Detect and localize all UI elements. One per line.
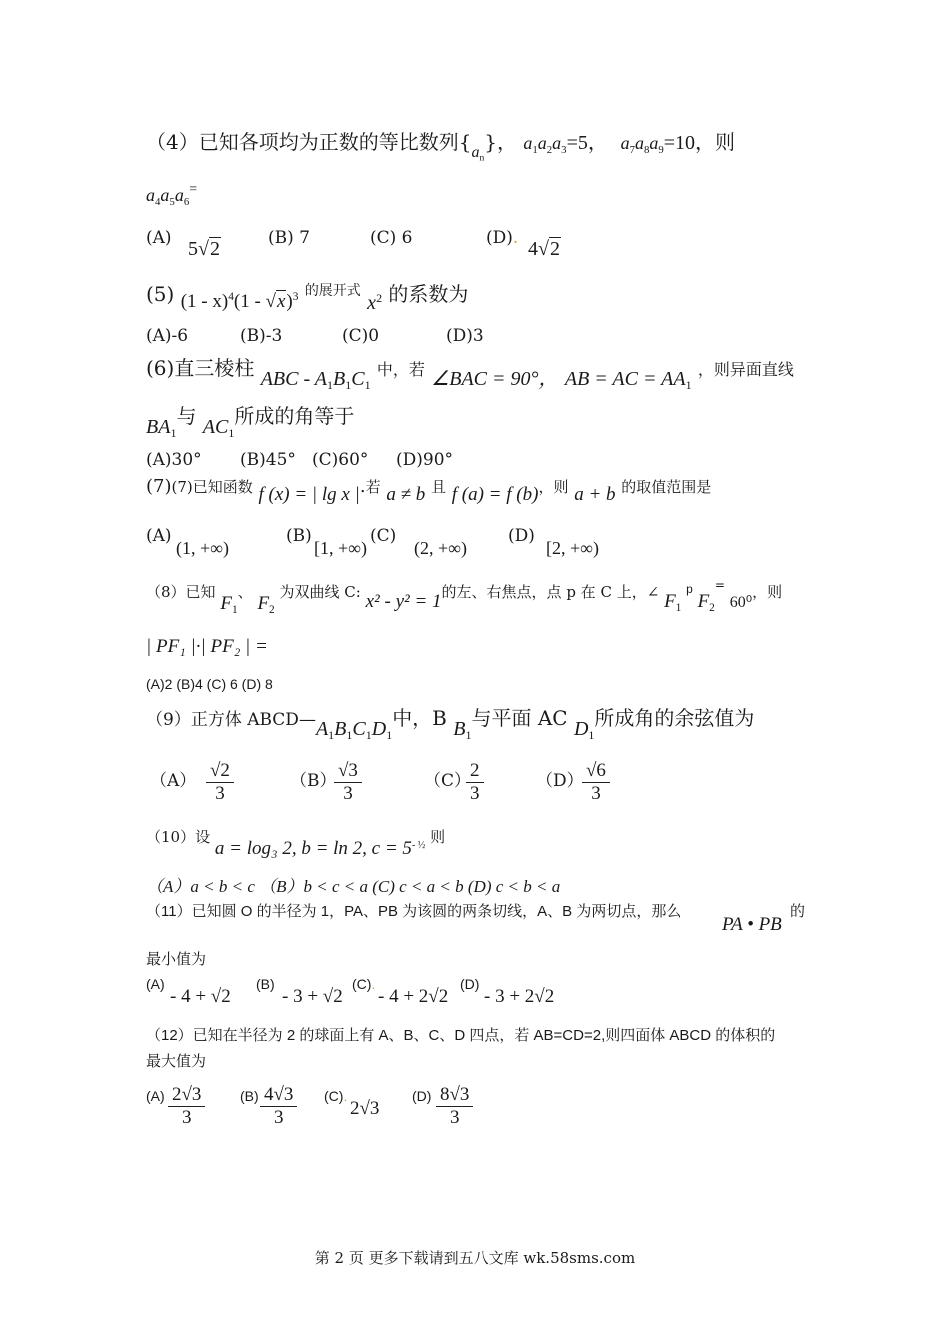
page-footer: 第 2 页 更多下载请到五八文库 wk.58sms.com	[314, 1249, 636, 1267]
q4-option-d-label: (D).	[486, 228, 519, 248]
q4-option-b: (B) 7	[268, 228, 310, 248]
q11-dot-product: PA • PB	[722, 914, 782, 935]
q4-option-d-value: 4√2	[528, 238, 560, 260]
q4-option-a-value: 5√2	[188, 238, 220, 260]
q5-option-d: (D)3	[446, 326, 484, 346]
q11-option-b-label: (B)	[256, 976, 275, 992]
q7-line: (7)(7)已知函数 f (x) = | lg x |.若 a ≠ b 且 f (a) = f (b)，则 a + b 的取值范围是	[146, 476, 712, 505]
q4-product2: $a_7a_8a_9$	[620, 133, 664, 156]
q9-option-b-value: $\frac{√3}{3}$	[334, 760, 362, 805]
q9-option-d-value: $\frac{√6}{3}$	[582, 760, 610, 805]
q9-option-c-value: $\frac{2}{3}$	[466, 760, 484, 805]
q11-tail: 的	[790, 903, 806, 920]
q12-option-d-label: (D)	[412, 1088, 432, 1104]
q7-option-b-value: [1, +∞)	[314, 538, 367, 558]
q7-option-c-value: (2, +∞)	[414, 538, 467, 558]
q12-option-a-value: $\frac{2√3}{3}$	[168, 1084, 205, 1129]
q8-options: (A)2 (B)4 (C) 6 (D) 8	[146, 676, 273, 692]
q9-option-a-value: $\frac{√2}{3}$	[206, 760, 234, 805]
q9-line: （9）正方体 $ABCD—A_1B_1C_1D_1$中，B $B_1$与平面 AC $D_1$所成角的余弦值为	[146, 706, 755, 743]
q7-option-c-label: (C)	[370, 526, 397, 546]
q12-option-b-value: $\frac{4√3}{3}$	[260, 1084, 297, 1129]
q6-option-d: (D)90°	[396, 450, 454, 470]
q11-option-c-value: - 4 + 2√2	[378, 986, 449, 1007]
q10-options: （A）a < b < c （B）b < c < a (C) c < a < b (D) c < b < a	[146, 877, 561, 896]
q12-line1: （12）已知在半径为 2 的球面上有 A、B、C、D 四点，若 AB=CD=2,则四面体 ABCD 的体积的	[146, 1027, 776, 1044]
q12-line2: 最大值为	[146, 1053, 207, 1070]
q4-option-c: (C) 6	[370, 228, 413, 248]
q8-line1: （8）已知 $F_1$、 $F_2$ 为双曲线 C: x² - y² = 1的左、右焦点，点 p 在 C 上，∠ $F_1$ $^p$ $F_2^=$ 60⁰，则	[146, 578, 783, 616]
q12-option-d-value: $\frac{8√3}{3}$	[436, 1084, 473, 1129]
q7-option-a-label: (A)	[146, 526, 172, 546]
q11-option-a-label: (A)	[146, 976, 165, 992]
q5-option-b: (B)-3	[240, 326, 283, 346]
q5-option-a: (A)-6	[146, 326, 189, 346]
q9-option-a-label: （A）	[150, 771, 197, 791]
q9-option-b-label: （B）	[290, 771, 337, 791]
q7-option-d-value: [2, +∞)	[546, 538, 599, 558]
q11-option-b-value: - 3 + √2	[282, 986, 343, 1007]
q12-option-b-label: (B)	[240, 1088, 259, 1104]
q9-option-c-label: （C）	[424, 771, 472, 791]
q5-line: (5) (1 - x)$^4$(1 - √x)$^3$ $^{的展开式}$ $x^2$ 的系数为	[146, 282, 469, 314]
q5-option-c: (C)0	[342, 326, 380, 346]
q7-option-d-label: (D)	[508, 526, 535, 546]
q4-option-a-label: (A)	[146, 228, 172, 248]
q11-line2: 最小值为	[146, 951, 207, 968]
q6-line1: (6)直三棱柱 ABC - $A_1B_1C_1$ 中，若 ∠BAC = 90°， AB = AC = $AA_1$ ，则异面直线	[146, 356, 794, 393]
q8-ask: | PF₁ |·| PF₂ | =	[146, 636, 268, 657]
q11-option-d-label: (D)	[460, 976, 480, 992]
q11-option-c-label: (C).	[352, 976, 376, 992]
q7-option-b-label: (B)	[286, 526, 312, 546]
q5-expression: (1 - x)$^4$(1 - √x)$^3$	[180, 291, 299, 312]
q10-line: （10）设 a = log₃ 2, b = ln 2, $c = 5^{- \frac{1}{2}}$ 则	[146, 828, 446, 859]
q12-option-c-label: (C).	[324, 1088, 348, 1104]
q11-option-d-value: - 3 + 2√2	[484, 986, 555, 1007]
q6-option-a: (A)30°	[146, 450, 202, 470]
q12-option-c-value: 2√3	[350, 1098, 380, 1119]
q7-option-a-value: (1, +∞)	[176, 538, 229, 558]
q6-line2: $BA_1$与 $AC_1$所成的角等于	[146, 404, 355, 441]
q11-line1: （11）已知圆 O 的半径为 1，PA、PB 为该圆的两条切线，A、B 为两切点，那么	[146, 903, 682, 920]
q9-option-d-label: （D）	[536, 771, 584, 791]
q11-option-a-value: - 4 + √2	[170, 986, 231, 1007]
q4-line1: （4）已知各项均为正数的等比数列$\{_{a_n}\}$， $a_1a_2a_3=5$， $a_7a_8a_9=10$，则	[146, 130, 736, 164]
q6-option-b: (B)45°	[240, 450, 296, 470]
q6-option-c: (C)60°	[312, 450, 369, 470]
q4-line2: $a_4a_5a_6^=$	[146, 182, 198, 208]
q12-option-a-label: (A)	[146, 1088, 165, 1104]
q4-product1: $a_1a_2a_3$	[523, 133, 567, 156]
